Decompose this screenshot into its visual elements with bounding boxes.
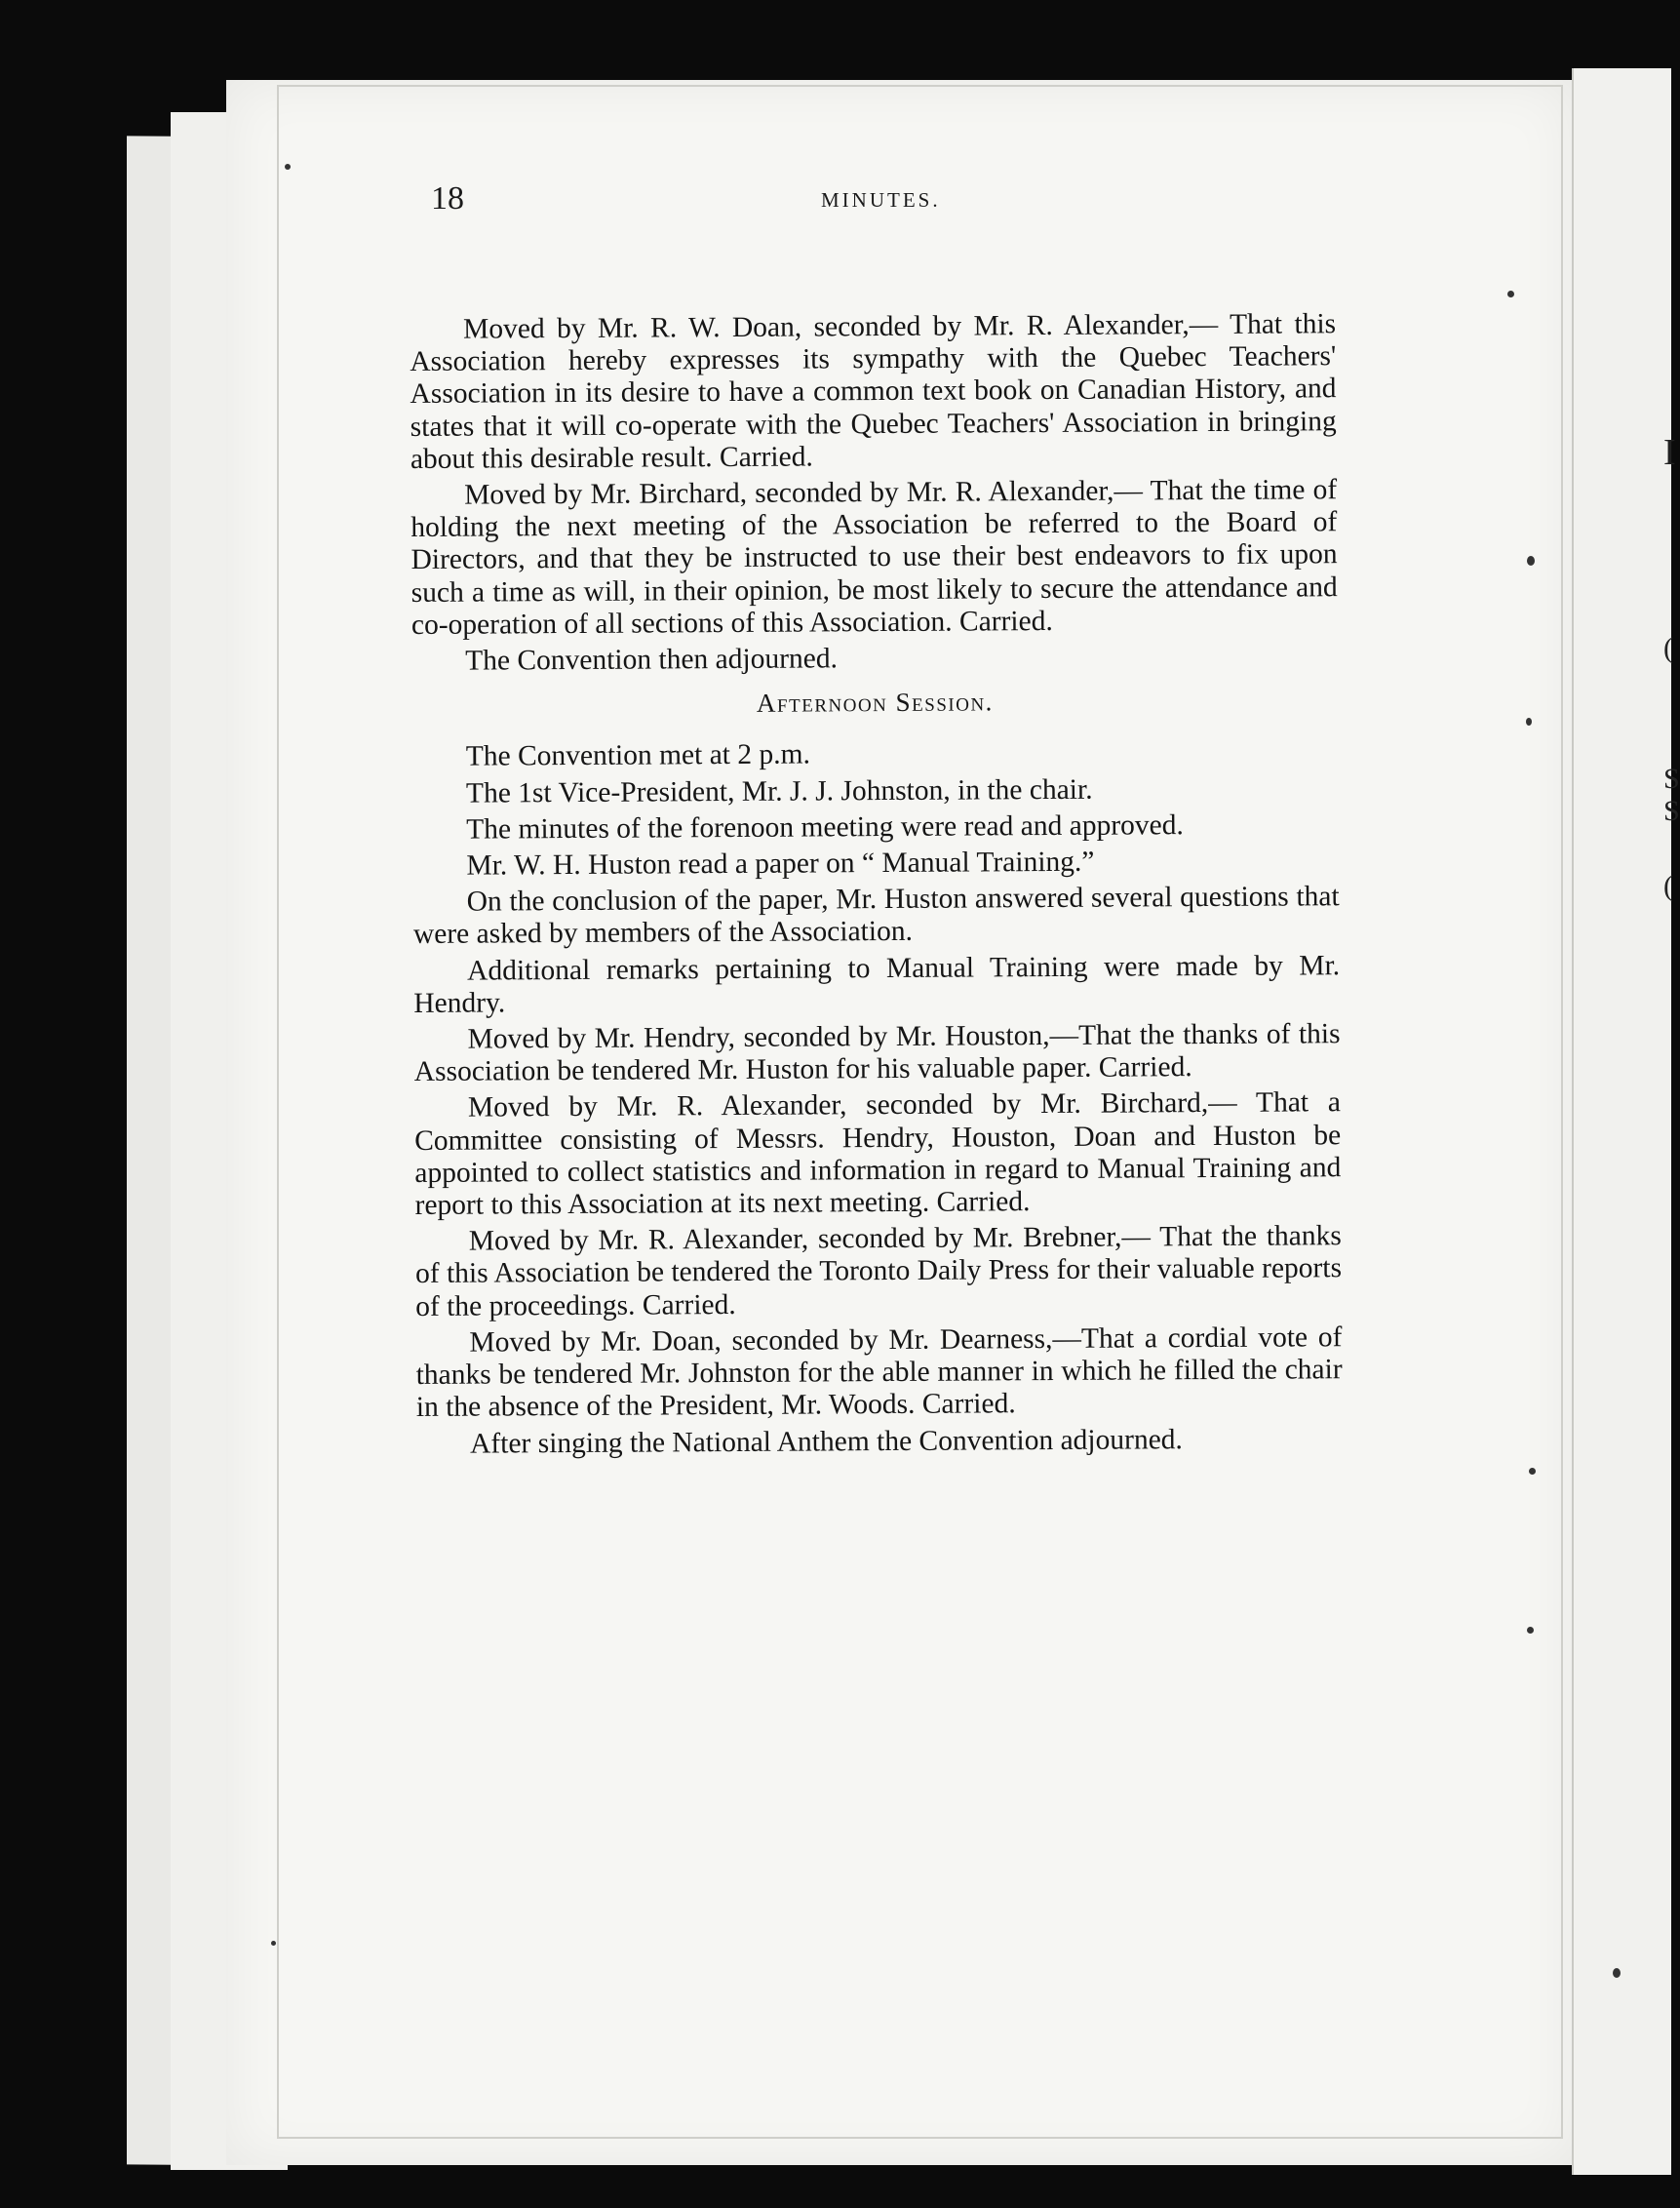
scan-speck: [1526, 718, 1532, 726]
adjacent-page: [1572, 68, 1680, 2175]
scan-speck: [271, 1941, 276, 1946]
motion-paragraph: Moved by Mr. Doan, seconded by Mr. Dearness,—That a cordial vote of thanks be tendered Mr. Johnston for the able manner in which he filled the chair in the absence of the President, Mr. Woods. Carried.: [415, 1321, 1343, 1424]
adjacent-page-fragment: S: [1663, 795, 1680, 827]
motion-paragraph: Moved by Mr. R. Alexander, seconded by Mr. Birchard,— That a Committee consisting of Messrs. Hendry, Houston, Doan and Huston be appointed to collect statistics and information in regard to Manual Training and report to this Association at its next meeting. Carried.: [414, 1086, 1342, 1222]
motion-paragraph: Moved by Mr. R. W. Doan, seconded by Mr. R. Alexander,— That this Association hereby expresses its sympathy with the Quebec Teachers' Association in its desire to have a common text book on Canadian History, and states that it will co-operate with the Quebec Teachers' Association in bringing about this desirable result. Carried.: [410, 308, 1337, 475]
scan-speck: [1527, 1627, 1534, 1634]
motion-paragraph: Moved by Mr. Hendry, seconded by Mr. Houston,—That the thanks of this Association be tendered Mr. Huston for his valuable paper. Carried.: [413, 1018, 1341, 1088]
section-heading: Afternoon Session.: [756, 687, 994, 719]
closing-paragraph: After singing the National Anthem the Convention adjourned.: [469, 1423, 1183, 1460]
paragraph: The Convention met at 2 p.m.: [465, 738, 810, 773]
page-header: [431, 180, 1323, 219]
adjournment-paragraph: The Convention then adjourned.: [465, 643, 839, 677]
adjacent-page-fragment: (: [1663, 632, 1673, 664]
paragraph: The 1st Vice-President, Mr. J. J. Johnston, in the chair.: [465, 773, 1093, 809]
motion-paragraph: Moved by Mr. R. Alexander, seconded by Mr. Brebner,— That the thanks of this Association be tendered the Toronto Daily Press for their valuable reports of the proceedings. Carried.: [414, 1220, 1343, 1322]
adjacent-page-fragment: S: [1663, 763, 1680, 795]
page-number: 18: [431, 180, 464, 217]
running-head: MINUTES.: [821, 188, 941, 212]
adjacent-page-fragment: (: [1663, 870, 1673, 902]
paragraph: Mr. W. H. Huston read a paper on “ Manual Training.”: [466, 846, 1095, 882]
adjacent-page-fragment: I: [1663, 432, 1676, 473]
scan-speck: [1613, 1968, 1621, 1978]
scan-speck: [285, 164, 291, 170]
paragraph: The minutes of the forenoon meeting were read and approved.: [466, 809, 1184, 846]
motion-paragraph: Moved by Mr. Birchard, seconded by Mr. R. Alexander,— That the time of holding the next meeting of the Association be referred to the Board of Directors, and that they be instructed to use their best endeavors to fix upon such a time as will, in their opinion, be most likely to secure the attendance and co-operation of all sections of this Association. Carried.: [410, 474, 1338, 641]
minutes-body: [410, 308, 1343, 1464]
scan-speck: [1527, 556, 1535, 566]
paragraph: Additional remarks pertaining to Manual Training were made by Mr. Hendry.: [413, 949, 1341, 1019]
scan-speck: [1529, 1468, 1536, 1475]
scan-speck: [1507, 291, 1514, 297]
paragraph: On the conclusion of the paper, Mr. Huston answered several questions that were asked by members of the Association.: [412, 881, 1340, 951]
